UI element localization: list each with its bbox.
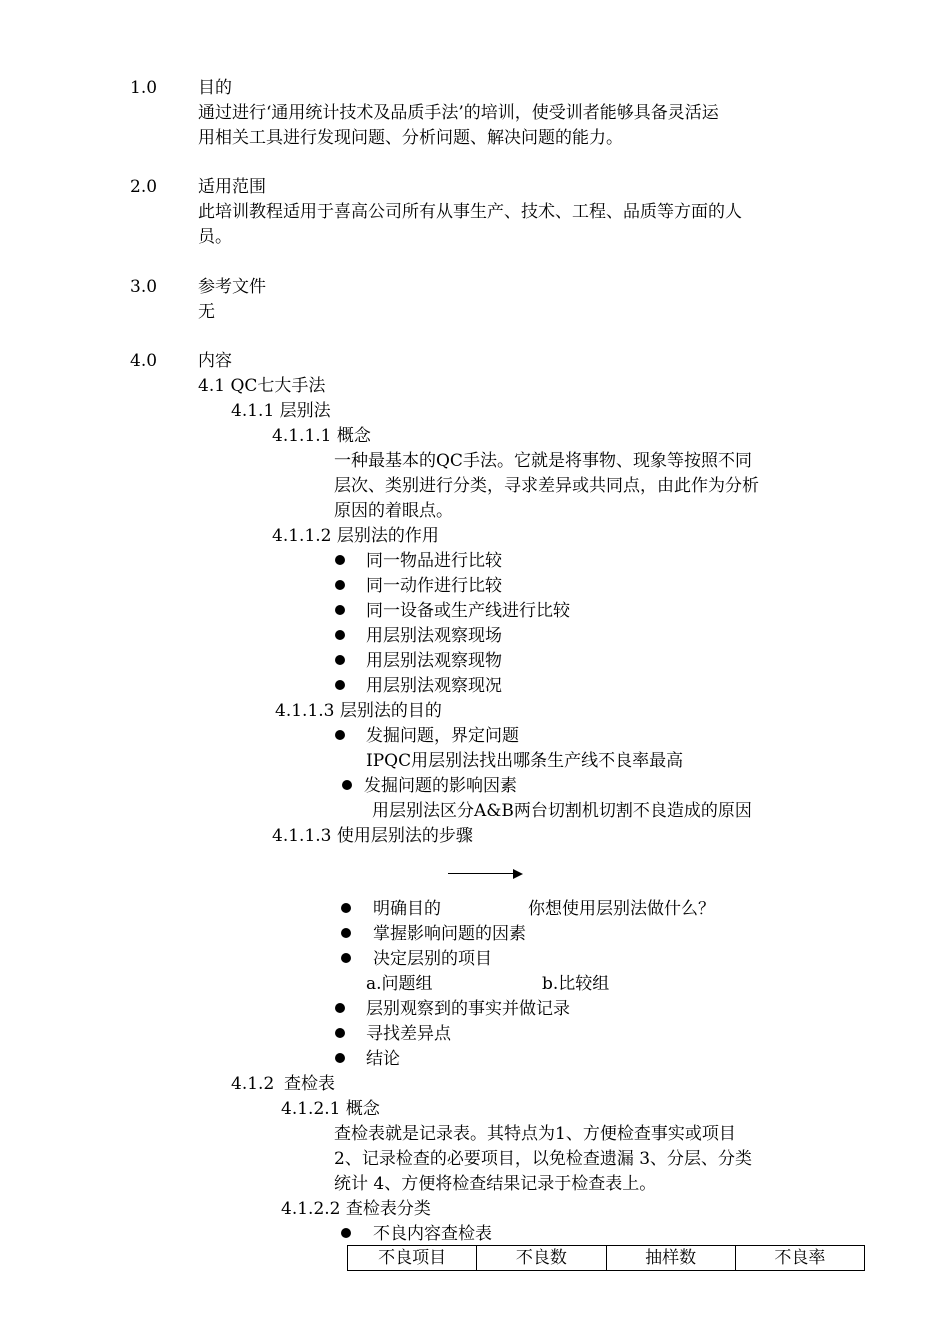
- section-3-title: 参考文件: [198, 277, 266, 297]
- concept-heading: 4.1.1.1 概念: [272, 426, 371, 446]
- purpose-heading: 4.1.1.3 层别法的目的: [275, 701, 442, 721]
- step-item: 寻找差异点: [366, 1024, 451, 1044]
- bullet-icon: [341, 1228, 351, 1238]
- bullet-icon: [341, 903, 351, 913]
- bullet-icon: [335, 655, 345, 665]
- section-2-number: 2.0: [130, 177, 158, 197]
- table-header-cell: 不良项目: [348, 1246, 477, 1271]
- table-row: [348, 1246, 865, 1271]
- section-1-body-line: 通过进行‘通用统计技术及品质手法’的培训，使受训者能够具备灵活运: [198, 103, 719, 123]
- table-header-cell: 不良率: [735, 1246, 864, 1271]
- section-1-body-line: 用相关工具进行发现问题、分析问题、解决问题的能力。: [198, 128, 623, 148]
- concept-line: 一种最基本的QC手法。它就是将事物、现象等按照不同: [334, 451, 752, 471]
- bullet-icon: [341, 953, 351, 963]
- section-4-number: 4.0: [130, 351, 158, 371]
- section-2-title: 适用范围: [198, 177, 266, 197]
- bullet-icon: [335, 605, 345, 615]
- bullet-icon: [335, 1053, 345, 1063]
- subsection-4-1-heading: 4.1 QC七大手法: [198, 376, 326, 396]
- check-concept-heading: 4.1.2.1 概念: [281, 1099, 380, 1119]
- section-4-title: 内容: [198, 351, 232, 371]
- role-item: 用层别法观察现场: [366, 626, 502, 646]
- role-item: 同一物品进行比较: [366, 551, 502, 571]
- step-item: 明确目的: [373, 899, 441, 919]
- section-2-body-line: 此培训教程适用于喜高公司所有从事生产、技术、工程、品质等方面的人: [198, 202, 742, 222]
- purpose-item-note: IPQC用层别法找出哪条生产线不良率最高: [366, 751, 684, 771]
- check-type-heading: 4.1.2.2 查检表分类: [281, 1199, 431, 1219]
- bullet-icon: [335, 1028, 345, 1038]
- bullet-icon: [335, 680, 345, 690]
- purpose-item-note: 用层别法区分A&B两台切割机切割不良造成的原因: [372, 801, 752, 821]
- arrow-right-icon: [513, 869, 523, 879]
- role-item: 同一设备或生产线进行比较: [366, 601, 570, 621]
- bullet-icon: [342, 780, 352, 790]
- check-concept-line: 2、记录检查的必要项目，以免检查遗漏 3、分层、分类: [334, 1149, 753, 1169]
- section-2-body-line: 员。: [198, 227, 232, 247]
- defect-checklist-table: [347, 1245, 865, 1271]
- table-header-cell: 不良数: [477, 1246, 606, 1271]
- concept-line: 层次、类别进行分类，寻求差异或共同点，由此作为分析: [334, 476, 759, 496]
- role-item: 用层别法观察现物: [366, 651, 502, 671]
- step-group: a.问题组: [366, 974, 433, 994]
- bullet-icon: [341, 928, 351, 938]
- concept-line: 原因的着眼点。: [334, 501, 453, 521]
- step-group: b.比较组: [542, 974, 610, 994]
- purpose-item: 发掘问题的影响因素: [364, 776, 517, 796]
- arrow-line: [448, 873, 514, 874]
- table-header-cell: 抽样数: [606, 1246, 735, 1271]
- step-item: 掌握影响问题的因素: [373, 924, 526, 944]
- bullet-icon: [335, 555, 345, 565]
- check-concept-line: 查检表就是记录表。其特点为1、方便检查事实或项目: [334, 1124, 736, 1144]
- subsection-4-1-2-title: 查检表: [284, 1074, 335, 1094]
- bullet-icon: [335, 730, 345, 740]
- check-concept-line: 统计 4、方便将检查结果记录于检查表上。: [334, 1174, 657, 1194]
- bullet-icon: [335, 1003, 345, 1013]
- step-item: 层别观察到的事实并做记录: [366, 999, 570, 1019]
- section-1-title: 目的: [198, 78, 232, 98]
- section-3-number: 3.0: [130, 277, 158, 297]
- purpose-item: 发掘问题，界定问题: [366, 726, 519, 746]
- section-3-body: 无: [198, 302, 215, 322]
- role-item: 用层别法观察现况: [366, 676, 502, 696]
- subsection-4-1-1-heading: 4.1.1 层别法: [231, 401, 331, 421]
- bullet-icon: [335, 630, 345, 640]
- step-note: 你想使用层别法做什么？: [528, 899, 715, 919]
- section-1-number: 1.0: [130, 78, 158, 98]
- role-heading: 4.1.1.2 层别法的作用: [272, 526, 439, 546]
- subsection-4-1-2-number: 4.1.2: [231, 1074, 275, 1094]
- bullet-icon: [335, 580, 345, 590]
- step-item: 决定层别的项目: [373, 949, 492, 969]
- steps-heading: 4.1.1.3 使用层别法的步骤: [272, 826, 473, 846]
- step-item: 结论: [366, 1049, 400, 1069]
- role-item: 同一动作进行比较: [366, 576, 502, 596]
- check-type-item: 不良内容查检表: [373, 1224, 492, 1244]
